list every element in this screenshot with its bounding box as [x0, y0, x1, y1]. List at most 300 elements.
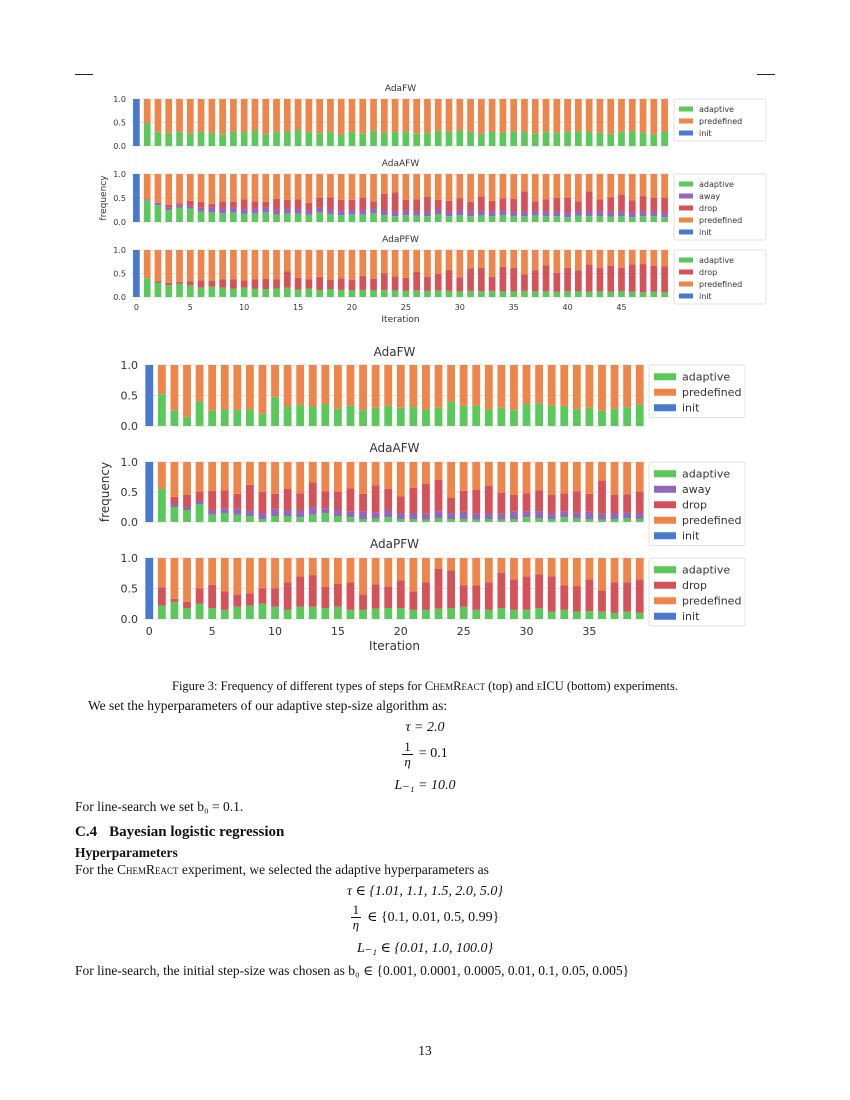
y-tick-label: 0.5 — [120, 582, 138, 596]
legend-swatch-away — [679, 194, 693, 199]
bar-away — [535, 511, 543, 518]
bar-drop — [233, 494, 241, 509]
bar-drop — [338, 278, 345, 290]
bar-away — [392, 211, 399, 216]
bar-adaptive — [543, 216, 550, 222]
bar-predefined — [447, 365, 455, 402]
bar-drop — [316, 198, 323, 208]
bar-drop — [296, 493, 304, 510]
bar-drop — [575, 201, 582, 211]
bar-predefined — [316, 174, 323, 198]
bar-away — [306, 210, 313, 215]
bar-predefined — [650, 250, 657, 266]
bar-adaptive — [171, 602, 179, 619]
bar-adaptive — [403, 215, 410, 222]
bar-predefined — [271, 365, 279, 397]
bar-adaptive — [183, 510, 191, 522]
bar-adaptive — [510, 131, 517, 146]
bar-adaptive — [456, 130, 463, 146]
bar-predefined — [397, 462, 405, 496]
bar-predefined — [158, 462, 166, 489]
bar-adaptive — [327, 214, 334, 222]
bar-adaptive — [347, 406, 355, 426]
bar-predefined — [155, 250, 162, 281]
bar-drop — [271, 589, 279, 607]
bar-predefined — [435, 174, 442, 200]
bar-adaptive — [165, 210, 172, 222]
bar-away — [510, 211, 517, 216]
legend — [649, 462, 745, 546]
bar-adaptive — [196, 604, 204, 619]
legend-swatch-drop — [654, 501, 676, 508]
bar-adaptive — [586, 611, 594, 619]
bar-adaptive — [586, 216, 593, 222]
bar-away — [543, 211, 550, 216]
bar-predefined — [284, 462, 292, 489]
bar-predefined — [485, 558, 493, 582]
bar-predefined — [424, 250, 431, 277]
legend — [674, 99, 766, 141]
bar-adaptive — [209, 287, 216, 297]
bar-predefined — [553, 99, 560, 133]
bar-adaptive — [460, 607, 468, 619]
bar-predefined — [219, 174, 226, 201]
bar-predefined — [359, 365, 367, 410]
bar-predefined — [629, 99, 636, 131]
bar-adaptive — [447, 402, 455, 426]
bar-predefined — [598, 558, 606, 590]
bar-drop — [422, 484, 430, 514]
bar-away — [347, 511, 355, 517]
bar-predefined — [259, 558, 267, 589]
bar-adaptive — [246, 516, 254, 522]
section-title: Bayesian logistic regression — [109, 824, 285, 840]
bar-adaptive — [284, 516, 292, 522]
bar-adaptive — [629, 292, 636, 297]
bar-away — [629, 212, 636, 217]
bar-init — [133, 174, 140, 222]
bar-predefined — [467, 250, 474, 268]
bar-adaptive — [629, 217, 636, 222]
bar-drop — [535, 574, 543, 608]
legend-label-init: init — [699, 291, 712, 301]
bar-predefined — [500, 99, 507, 132]
eq-eta-denominator: η — [404, 753, 411, 769]
bar-adaptive — [607, 292, 614, 297]
bar-drop — [532, 201, 539, 211]
bar-away — [521, 211, 528, 216]
bar-predefined — [309, 365, 317, 406]
eq-eta-set-rhs: ∈ {0.1, 0.01, 0.5, 0.99} — [367, 909, 500, 925]
bar-predefined — [338, 99, 345, 134]
bar-init — [145, 462, 153, 522]
bar-away — [510, 512, 518, 519]
bar-drop — [196, 589, 204, 604]
equation-eta-set — [0, 903, 850, 931]
legend-swatch-predefined — [654, 597, 676, 604]
bar-adaptive — [636, 613, 644, 619]
bar-adaptive — [446, 216, 453, 222]
bar-adaptive — [273, 215, 280, 222]
bar-adaptive — [316, 212, 323, 222]
bar-predefined — [221, 462, 229, 490]
bar-adaptive — [597, 133, 604, 146]
bar-drop — [327, 198, 334, 210]
bar-away — [176, 205, 183, 207]
bar-predefined — [209, 174, 216, 204]
bar-predefined — [381, 174, 388, 194]
bar-adaptive — [219, 134, 226, 146]
bar-adaptive — [607, 217, 614, 222]
bar-predefined — [467, 174, 474, 202]
bar-predefined — [241, 99, 248, 132]
paragraph-line-search: For line-search we set b₀ = 0.1. — [75, 799, 244, 814]
legend-swatch-predefined — [679, 282, 693, 287]
chart-eicu-adafw — [121, 345, 746, 433]
legend-swatch-predefined — [654, 389, 676, 396]
y-tick-label: 0.0 — [113, 217, 126, 227]
bar-predefined — [611, 558, 619, 582]
bar-adaptive — [208, 411, 216, 426]
bar-adaptive — [640, 132, 647, 146]
bar-predefined — [347, 558, 355, 582]
bar-predefined — [661, 250, 668, 266]
bar-predefined — [262, 250, 269, 279]
bar-drop — [171, 599, 179, 602]
bar-adaptive — [650, 134, 657, 146]
legend-label-drop: drop — [699, 267, 718, 277]
bar-predefined — [359, 250, 366, 276]
bar-predefined — [510, 250, 517, 268]
bar-init — [145, 365, 153, 426]
bar-adaptive — [573, 410, 581, 426]
legend-swatch-adaptive — [679, 258, 693, 263]
bar-predefined — [435, 558, 443, 569]
bar-adaptive — [560, 406, 568, 426]
bar-predefined — [532, 250, 539, 270]
bar-predefined — [586, 365, 594, 408]
bar-away — [296, 510, 304, 517]
bar-adaptive — [309, 406, 317, 426]
bar-predefined — [334, 558, 342, 584]
bar-drop — [523, 493, 531, 511]
equation-l-minus-one — [0, 777, 850, 794]
bar-predefined — [564, 174, 571, 198]
bar-predefined — [636, 558, 644, 579]
chart-eicu-adaafw — [98, 441, 745, 546]
x-tick-label: 30 — [519, 625, 534, 638]
bar-predefined — [607, 99, 614, 134]
bar-adaptive — [409, 610, 417, 619]
bar-adaptive — [381, 290, 388, 297]
bar-predefined — [460, 365, 468, 406]
eq-eta-set-numerator: 1 — [352, 902, 360, 917]
bar-drop — [384, 587, 392, 608]
bar-adaptive — [372, 609, 380, 619]
bar-adaptive — [349, 132, 356, 146]
bar-adaptive — [158, 489, 166, 522]
bar-away — [359, 210, 366, 215]
legend-swatch-init — [654, 532, 676, 539]
bar-adaptive — [424, 291, 431, 297]
x-tick-label: 20 — [393, 625, 408, 638]
bar-drop — [165, 283, 172, 285]
legend-label-adaptive: adaptive — [682, 467, 731, 481]
bar-predefined — [327, 99, 334, 132]
bar-predefined — [230, 174, 237, 202]
bar-adaptive — [155, 205, 162, 222]
x-axis-label: Iteration — [381, 315, 420, 325]
x-tick-label: 0 — [145, 625, 153, 638]
bar-predefined — [359, 174, 366, 198]
bar-adaptive — [586, 292, 593, 297]
bar-predefined — [597, 99, 604, 133]
bar-away — [446, 211, 453, 216]
bar-predefined — [219, 99, 226, 134]
bar-drop — [447, 570, 455, 608]
bar-drop — [403, 278, 410, 291]
bar-predefined — [467, 99, 474, 132]
bar-drop — [548, 576, 556, 611]
bar-drop — [187, 201, 194, 206]
bar-drop — [467, 268, 474, 291]
bar-drop — [334, 492, 342, 510]
bar-away — [573, 512, 581, 518]
section-heading — [75, 824, 284, 841]
bar-predefined — [618, 174, 625, 195]
bar-away — [144, 199, 151, 200]
bar-away — [183, 507, 191, 510]
bar-adaptive — [586, 519, 594, 522]
bar-predefined — [611, 462, 619, 495]
bar-drop — [221, 490, 229, 508]
bar-adaptive — [233, 607, 241, 619]
bar-predefined — [155, 99, 162, 132]
bar-drop — [413, 272, 420, 291]
bar-drop — [381, 274, 388, 290]
bar-predefined — [233, 558, 241, 595]
bar-adaptive — [497, 608, 505, 619]
bar-away — [485, 513, 493, 519]
bar-adaptive — [472, 406, 480, 426]
bar-drop — [489, 277, 496, 291]
bar-predefined — [171, 558, 179, 599]
header-rule-left — [75, 74, 93, 75]
bar-drop — [485, 486, 493, 513]
caption-dataset-1: ChemReact — [424, 679, 486, 693]
bar-predefined — [403, 99, 410, 132]
bar-adaptive — [349, 290, 356, 297]
x-tick-label: 10 — [268, 625, 283, 638]
bar-adaptive — [497, 520, 505, 522]
bar-adaptive — [327, 289, 334, 297]
bar-drop — [597, 268, 604, 292]
bar-away — [575, 211, 582, 216]
bar-drop — [359, 276, 366, 290]
bar-adaptive — [532, 133, 539, 146]
bar-predefined — [349, 174, 356, 200]
bar-drop — [259, 589, 267, 604]
bar-drop — [548, 495, 556, 513]
bar-adaptive — [435, 131, 442, 146]
bar-drop — [435, 569, 443, 609]
bar-predefined — [560, 558, 568, 585]
bar-adaptive — [359, 519, 367, 522]
bar-predefined — [403, 174, 410, 200]
bar-predefined — [535, 462, 543, 490]
bar-predefined — [306, 99, 313, 132]
bar-predefined — [233, 365, 241, 410]
bar-predefined — [176, 250, 183, 282]
bar-predefined — [271, 462, 279, 494]
x-axis-label: Iteration — [369, 639, 420, 653]
bar-predefined — [532, 174, 539, 201]
bar-away — [349, 210, 356, 215]
bar-adaptive — [347, 610, 355, 619]
bar-predefined — [347, 365, 355, 406]
bar-predefined — [384, 365, 392, 406]
bar-predefined — [246, 558, 254, 593]
chart-title: AdaFW — [384, 84, 417, 94]
bar-predefined — [623, 558, 631, 582]
bar-predefined — [316, 250, 323, 277]
bar-predefined — [171, 462, 179, 497]
bar-predefined — [597, 174, 604, 199]
bar-drop — [446, 270, 453, 291]
eq-eta-rhs: = 0.1 — [418, 746, 448, 762]
bar-drop — [497, 493, 505, 514]
legend — [674, 174, 766, 240]
bar-away — [564, 212, 571, 217]
bar-away — [198, 208, 205, 212]
bar-drop — [623, 582, 631, 611]
bar-adaptive — [413, 216, 420, 222]
bar-predefined — [144, 250, 151, 278]
bar-predefined — [456, 174, 463, 198]
bar-adaptive — [564, 217, 571, 222]
bar-predefined — [309, 462, 317, 482]
bar-drop — [309, 482, 317, 507]
bar-predefined — [338, 250, 345, 278]
bar-drop — [187, 281, 194, 285]
bar-drop — [435, 200, 442, 210]
bar-predefined — [413, 250, 420, 272]
bar-predefined — [607, 174, 614, 198]
bar-adaptive — [334, 409, 342, 426]
bar-away — [316, 208, 323, 213]
bar-predefined — [456, 99, 463, 130]
bar-drop — [510, 495, 518, 512]
bar-adaptive — [510, 610, 518, 619]
bar-drop — [478, 268, 485, 292]
bar-away — [623, 512, 631, 518]
bar-adaptive — [543, 291, 550, 297]
bar-adaptive — [413, 134, 420, 146]
bar-drop — [372, 485, 380, 512]
bar-adaptive — [640, 292, 647, 297]
bar-adaptive — [650, 216, 657, 222]
bar-drop — [575, 270, 582, 291]
bar-predefined — [485, 365, 493, 410]
bar-adaptive — [372, 518, 380, 522]
bar-away — [338, 210, 345, 215]
bar-adaptive — [489, 291, 496, 297]
bar-drop — [636, 492, 644, 513]
bar-predefined — [447, 462, 455, 498]
bar-adaptive — [435, 214, 442, 222]
x-tick-label: 20 — [346, 303, 358, 312]
bar-adaptive — [472, 520, 480, 522]
bar-adaptive — [165, 285, 172, 297]
bar-adaptive — [246, 410, 254, 426]
bar-predefined — [564, 99, 571, 132]
bar-drop — [392, 276, 399, 290]
bar-adaptive — [447, 519, 455, 522]
legend-swatch-predefined — [654, 517, 676, 524]
bar-predefined — [409, 558, 417, 592]
bar-drop — [208, 585, 216, 608]
chart-title: AdaPFW — [382, 235, 419, 245]
bar-predefined — [560, 462, 568, 493]
legend-swatch-adaptive — [654, 470, 676, 477]
bar-adaptive — [259, 604, 267, 619]
bar-drop — [284, 582, 292, 609]
legend-swatch-init — [654, 613, 676, 620]
legend-label-init: init — [699, 227, 712, 237]
bar-drop — [521, 274, 528, 290]
bar-away — [252, 209, 259, 214]
bar-away — [403, 210, 410, 215]
bar-predefined — [456, 250, 463, 277]
bar-adaptive — [338, 290, 345, 297]
bar-predefined — [158, 558, 166, 587]
x-tick-label: 0 — [133, 303, 139, 312]
bar-drop — [271, 494, 279, 509]
bar-predefined — [370, 174, 377, 201]
bar-away — [548, 513, 556, 519]
y-tick-label: 0.0 — [120, 612, 138, 626]
bar-adaptive — [618, 216, 625, 222]
bar-away — [661, 212, 668, 217]
bar-drop — [241, 199, 248, 209]
bar-away — [611, 513, 619, 519]
legend-label-adaptive: adaptive — [699, 104, 734, 114]
bar-adaptive — [372, 408, 380, 426]
bar-predefined — [435, 462, 443, 480]
bar-predefined — [409, 462, 417, 488]
bar-drop — [553, 273, 560, 292]
bar-predefined — [392, 174, 399, 192]
bar-predefined — [306, 250, 313, 279]
bar-predefined — [521, 99, 528, 132]
bar-drop — [176, 203, 183, 205]
bar-predefined — [187, 174, 194, 201]
bar-away — [271, 509, 279, 516]
bar-drop — [460, 491, 468, 512]
bar-adaptive — [623, 612, 631, 619]
bar-predefined — [575, 250, 582, 270]
bar-predefined — [284, 365, 292, 406]
bar-adaptive — [309, 607, 317, 619]
bar-predefined — [296, 462, 304, 493]
bar-predefined — [640, 250, 647, 264]
bar-adaptive — [510, 410, 518, 426]
bar-adaptive — [359, 215, 366, 222]
bar-adaptive — [500, 215, 507, 222]
bar-drop — [262, 279, 269, 289]
bar-predefined — [629, 174, 636, 200]
bar-adaptive — [424, 216, 431, 222]
